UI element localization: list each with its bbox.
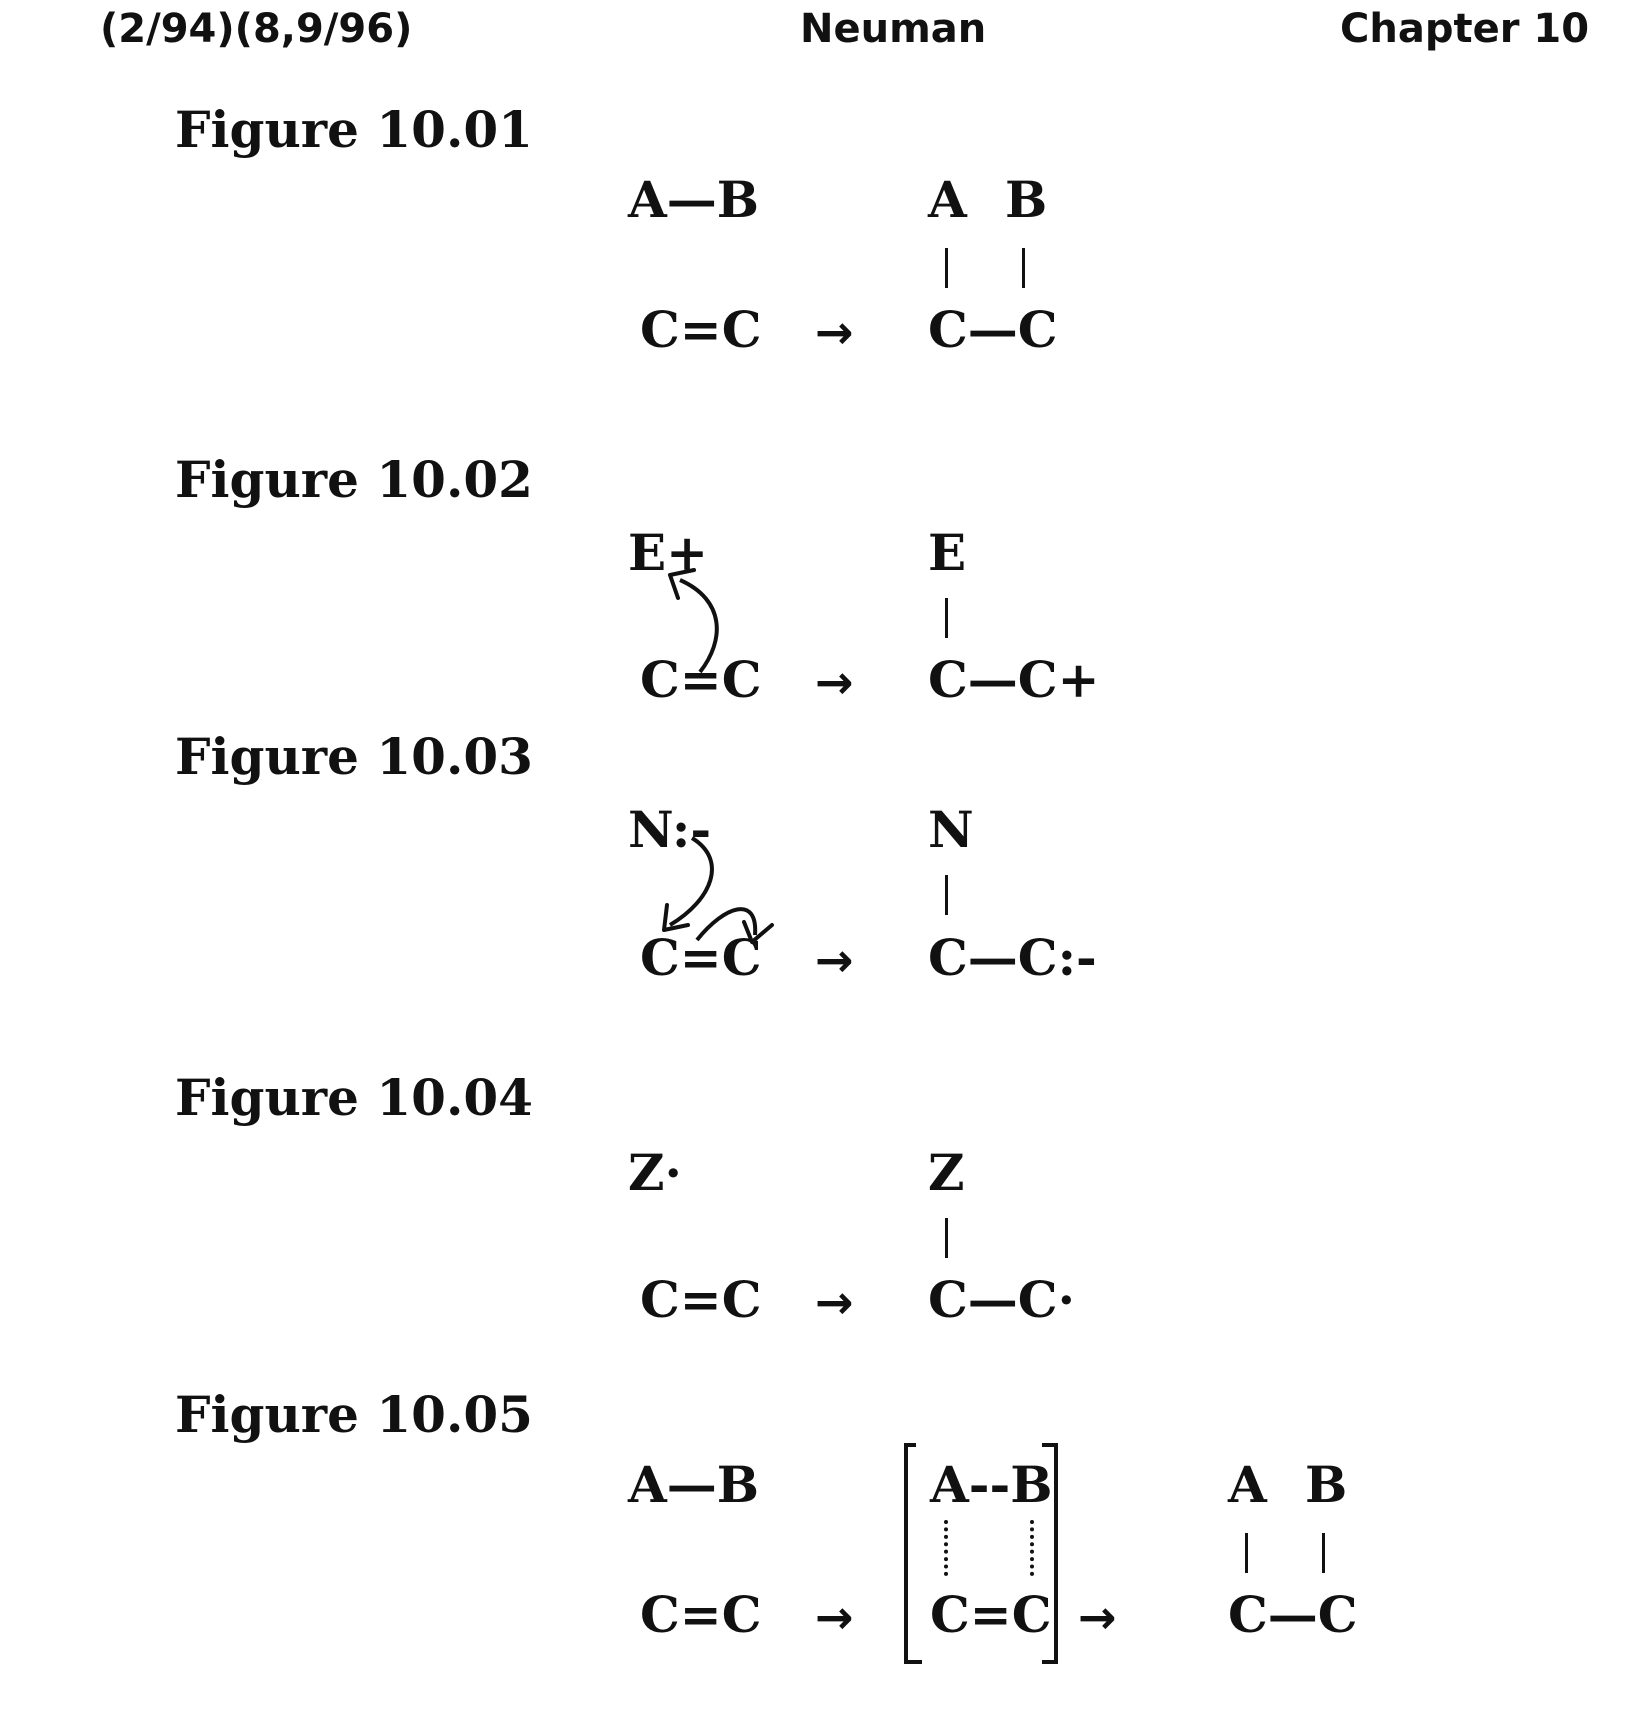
product-alkane: C—C: [1228, 1585, 1358, 1644]
curly-arrow-head-icon: [744, 922, 772, 942]
product-atom-n: N: [928, 800, 974, 859]
reactant-alkene: C=C: [640, 928, 762, 987]
page-dates: (2/94)(8,9/96): [100, 6, 413, 52]
reactant-ab: A—B: [628, 170, 760, 229]
curly-arrow-nucleophile-attack: [670, 838, 712, 925]
transition-state-bottom: C=C: [930, 1585, 1052, 1644]
page-chapter: Chapter 10: [1340, 6, 1590, 52]
product-carbocation: C—C+: [928, 650, 1100, 709]
figure-label-10-05: Figure 10.05: [175, 1385, 533, 1444]
reactant-alkene: C=C: [640, 1585, 762, 1644]
product-atom-z: Z: [928, 1143, 965, 1202]
reaction-arrow-2: →: [1078, 1590, 1117, 1644]
reaction-arrow: →: [815, 1590, 854, 1644]
reaction-arrow: →: [815, 933, 854, 987]
figure-label-10-03: Figure 10.03: [175, 727, 533, 786]
reactant-ab: A—B: [628, 1455, 760, 1514]
figure-label-10-04: Figure 10.04: [175, 1068, 533, 1127]
left-bracket: [906, 1445, 922, 1662]
reactant-alkene: C=C: [640, 650, 762, 709]
transition-state-top: A--B: [930, 1455, 1053, 1514]
product-atom-e: E: [928, 523, 967, 582]
right-bracket: [1042, 1445, 1056, 1662]
reaction-arrow: →: [815, 655, 854, 709]
reaction-arrow: →: [815, 1275, 854, 1329]
product-atom-b: B: [1305, 1455, 1348, 1514]
figure-label-10-02: Figure 10.02: [175, 450, 533, 509]
reaction-arrow: →: [815, 305, 854, 359]
reactant-alkene: C=C: [640, 1270, 762, 1329]
curly-arrow-pi-to-electrophile: [680, 580, 717, 672]
product-atom-b: B: [1005, 170, 1048, 229]
product-radical: C—C·: [928, 1270, 1075, 1329]
radical: Z·: [628, 1143, 682, 1202]
reactant-alkene: C=C: [640, 300, 762, 359]
electrophile: E+: [628, 523, 709, 582]
figure-label-10-01: Figure 10.01: [175, 100, 533, 159]
product-carbanion: C—C:-: [928, 928, 1097, 987]
nucleophile: N:-: [628, 800, 712, 859]
product-alkane: C—C: [928, 300, 1058, 359]
page-author: Neuman: [800, 6, 987, 52]
product-atom-a: A: [1228, 1455, 1267, 1514]
product-atom-a: A: [928, 170, 967, 229]
